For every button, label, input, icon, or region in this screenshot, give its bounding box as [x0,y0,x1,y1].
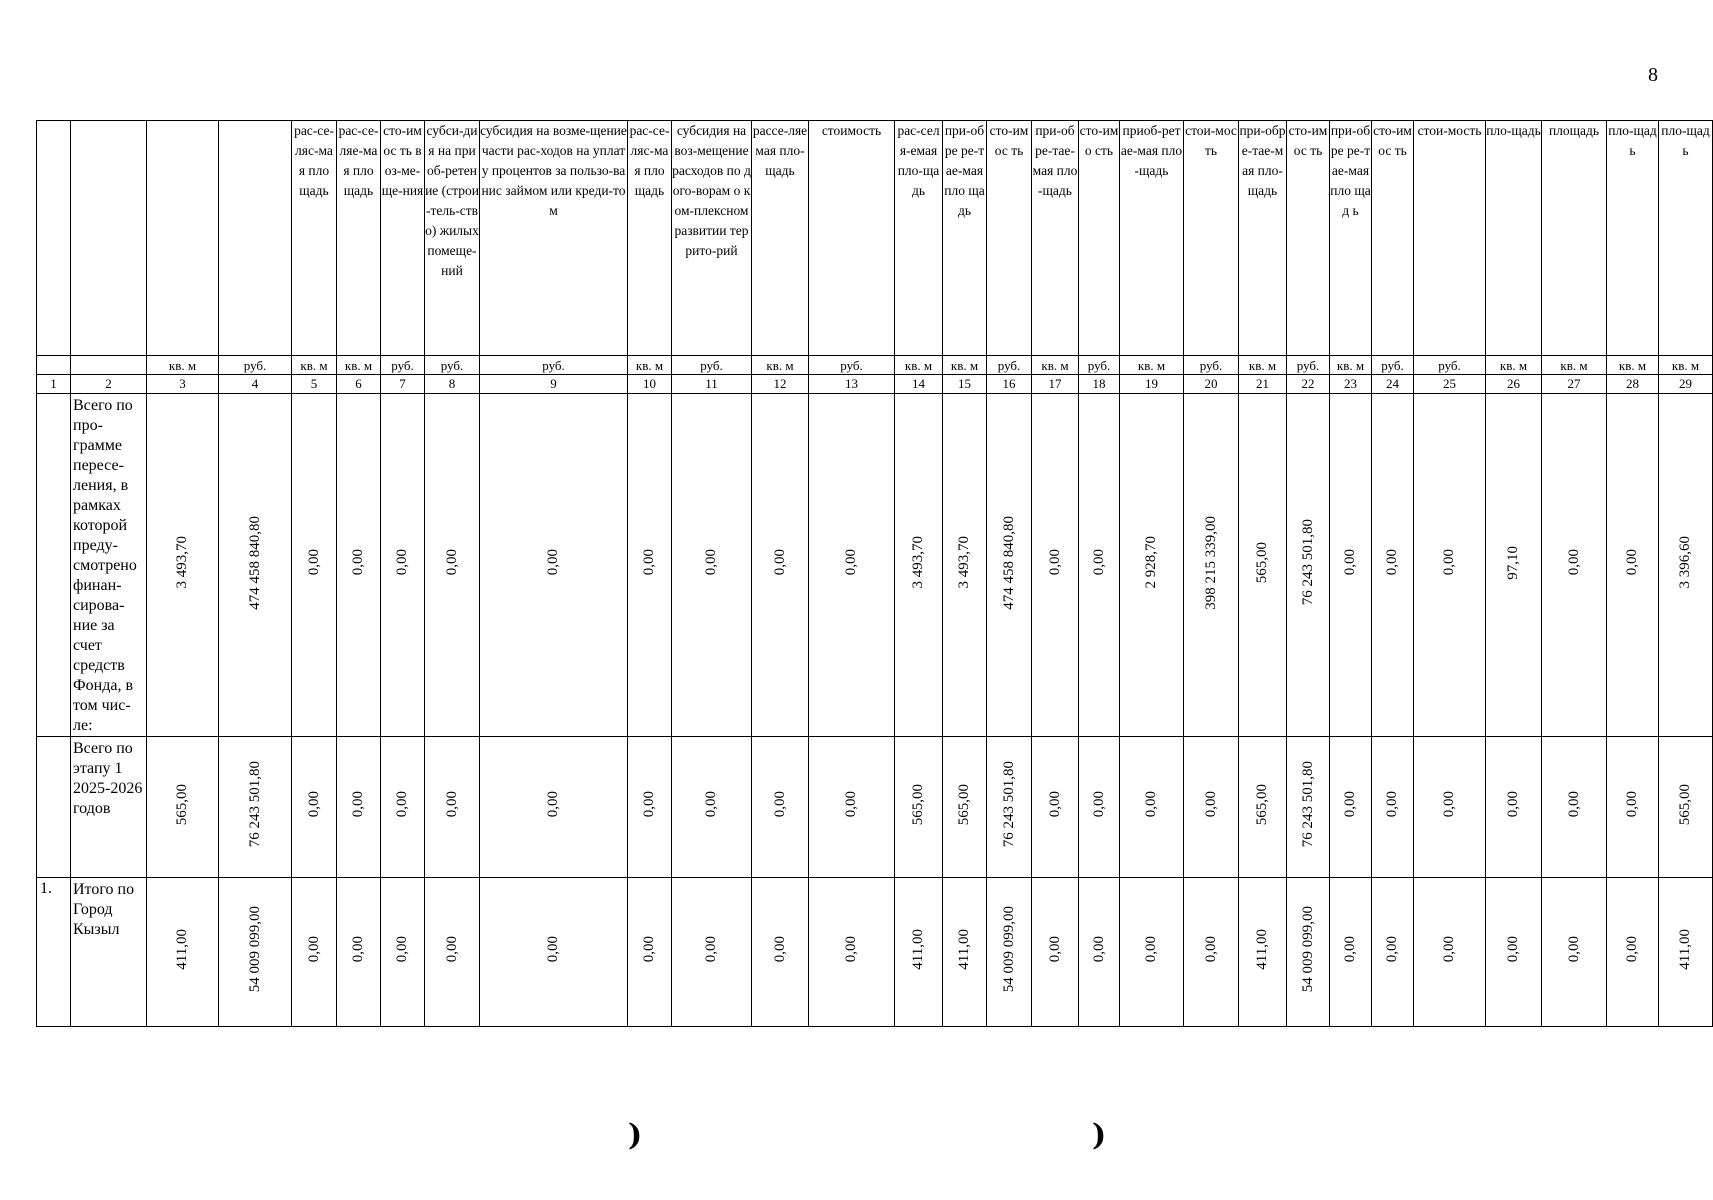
value-text: 0,00 [1505,791,1521,818]
row-label: Итого по Город Кызыл [71,878,147,1027]
unit-cell: руб. [381,356,425,375]
column-number: 11 [672,375,752,394]
value-text: 411,00 [956,929,972,970]
value-text: 474 458 840,80 [246,515,263,610]
row-index [37,394,71,737]
row-index [37,737,71,878]
column-number: 3 [147,375,219,394]
value-cell [752,737,809,878]
unit-cell [71,356,147,375]
value-cell [292,737,337,878]
value-cell [1607,394,1659,737]
column-header: сто-имос ть [1372,121,1414,356]
value-cell [1330,394,1372,737]
unit-cell: кв. м [1032,356,1079,375]
value-text: 0,00 [1624,791,1640,818]
value-cell [1184,878,1239,1027]
column-number: 16 [987,375,1032,394]
unit-cell: кв. м [628,356,672,375]
unit-row [37,356,1713,375]
value-text: 0,00 [350,791,366,818]
value-cell [292,394,337,737]
value-cell [1486,737,1542,878]
column-number: 14 [895,375,943,394]
column-number: 8 [425,375,480,394]
handwritten-mark: ) [628,1118,643,1153]
value-text: 0,00 [1565,549,1582,576]
value-text: 0,00 [394,549,410,576]
column-number-row [37,375,1713,394]
value-text: 411,00 [1677,929,1693,970]
value-cell [1287,737,1330,878]
value-text: 0,00 [1143,791,1159,818]
value-cell [1330,737,1372,878]
column-number: 22 [1287,375,1330,394]
value-cell [752,878,809,1027]
unit-cell: кв. м [147,356,219,375]
column-header: пло-щадь [1659,121,1713,356]
value-cell [147,737,219,878]
value-cell [480,394,628,737]
unit-cell: кв. м [1659,356,1713,375]
value-cell [480,737,628,878]
value-cell [425,737,480,878]
value-cell [809,394,895,737]
value-cell [943,737,987,878]
value-text: 0,00 [394,791,410,818]
value-cell [943,878,987,1027]
value-cell [895,737,943,878]
value-text: 76 243 501,80 [1000,761,1017,848]
value-text: 0,00 [1384,549,1400,576]
value-text: 0,00 [843,791,859,818]
column-number: 13 [809,375,895,394]
column-number: 5 [292,375,337,394]
column-number: 26 [1486,375,1542,394]
row-label: Всего по этапу 1 2025-2026 годов [71,737,147,878]
header-row [37,121,1713,356]
value-cell [1287,878,1330,1027]
value-text: 565,00 [174,783,190,826]
value-text: 411,00 [174,929,190,970]
column-number: 15 [943,375,987,394]
value-text: 54 009 099,00 [246,906,263,993]
column-number: 24 [1372,375,1414,394]
column-header: площадь [1542,121,1607,356]
unit-cell: кв. м [1239,356,1287,375]
value-cell [1120,737,1184,878]
value-cell [1239,394,1287,737]
value-text: 3 493,70 [910,536,926,589]
value-cell [1287,394,1330,737]
value-text: 0,00 [1342,936,1358,963]
value-cell [219,737,292,878]
value-text: 0,00 [1143,936,1159,963]
value-text: 76 243 501,80 [246,761,263,848]
value-text: 565,00 [1254,541,1270,584]
column-header: сто-имос ть [1287,121,1330,356]
value-text: 0,00 [350,936,366,963]
column-number: 2 [71,375,147,394]
unit-cell: кв. м [1486,356,1542,375]
value-text: 0,00 [545,936,561,963]
column-header: рас-се-ляс-мая пло щадь [292,121,337,356]
unit-cell: руб. [1079,356,1120,375]
value-text: 0,00 [771,791,788,818]
unit-cell: кв. м [1330,356,1372,375]
value-text: 3 396,60 [1677,536,1693,589]
value-cell [895,878,943,1027]
column-header: пло-щадь [1607,121,1659,356]
column-number: 9 [480,375,628,394]
value-text: 0,00 [771,936,788,963]
value-cell [1414,394,1486,737]
value-text: 0,00 [545,791,561,818]
page-number: 8 [1648,64,1658,86]
column-number: 18 [1079,375,1120,394]
value-cell [809,737,895,878]
column-header: приоб-ретае-мая пло-щадь [1120,121,1184,356]
value-text: 0,00 [641,549,657,576]
column-number: 21 [1239,375,1287,394]
value-cell [219,394,292,737]
row-label: Всего по про-грамме пересе-ления, в рамках которой преду-смотрено финан-сирова-ние за счет средств Фонда, в том чис-ле: [71,394,147,737]
value-cell [1542,878,1607,1027]
value-text: 565,00 [1677,783,1693,826]
value-cell [628,737,672,878]
value-text: 0,00 [703,549,719,576]
unit-cell: руб. [219,356,292,375]
value-cell [337,394,381,737]
unit-cell: руб. [1414,356,1486,375]
value-text: 0,00 [1384,791,1400,818]
value-text: 565,00 [1254,783,1270,826]
unit-cell: руб. [1184,356,1239,375]
value-text: 0,00 [703,791,719,818]
value-text: 565,00 [956,783,972,826]
value-text: 398 215 339,00 [1202,515,1219,610]
value-cell [381,878,425,1027]
column-number: 7 [381,375,425,394]
resettlement-table [36,120,1713,1027]
handwritten-mark: ) [1092,1118,1107,1153]
value-cell [1032,737,1079,878]
value-text: 0,00 [1090,936,1107,963]
value-cell [1239,737,1287,878]
value-cell [1120,394,1184,737]
value-cell [1032,878,1079,1027]
value-cell [987,737,1032,878]
column-number: 12 [752,375,809,394]
column-number: 10 [628,375,672,394]
unit-cell [37,356,71,375]
column-header: субсидия на воз-мещение расходов по дого-ворам о ком-плексном развитии террито-рий [672,121,752,356]
value-cell [480,878,628,1027]
value-cell [628,394,672,737]
unit-cell: руб. [1372,356,1414,375]
value-text: 3 493,70 [956,536,972,589]
column-header [37,121,71,356]
value-cell [672,878,752,1027]
column-number: 17 [1032,375,1079,394]
value-cell [1079,737,1120,878]
value-text: 0,00 [1046,791,1063,818]
value-text: 411,00 [1254,929,1270,970]
value-text: 0,00 [1565,791,1582,818]
value-text: 0,00 [305,549,322,576]
value-text: 0,00 [350,549,366,576]
row-index: 1. [37,878,71,1027]
column-number: 4 [219,375,292,394]
value-text: 54 009 099,00 [1299,906,1316,993]
value-cell [292,878,337,1027]
value-cell [943,394,987,737]
column-header: при-обре ре-тае-мая пло щадь [943,121,987,356]
unit-cell: кв. м [943,356,987,375]
value-text: 0,00 [1090,549,1107,576]
value-cell [147,878,219,1027]
value-text: 0,00 [1046,936,1063,963]
value-text: 76 243 501,80 [1299,761,1316,848]
unit-cell: кв. м [1607,356,1659,375]
column-header: сто-имо сть [1079,121,1120,356]
value-text: 3 493,70 [174,536,190,589]
value-cell [381,394,425,737]
value-cell [628,878,672,1027]
value-text: 565,00 [910,783,926,826]
value-cell [425,394,480,737]
column-header: рас-селя-емая пло-щадь [895,121,943,356]
value-cell [1184,394,1239,737]
column-header: сто-имос ть [987,121,1032,356]
value-text: 0,00 [443,791,460,818]
column-header: рассе-ляемая пло-щадь [752,121,809,356]
value-text: 0,00 [843,936,859,963]
value-cell [809,878,895,1027]
value-cell [1486,394,1542,737]
value-text: 0,00 [1441,936,1457,963]
value-cell [1659,394,1713,737]
value-cell [1372,394,1414,737]
column-header [219,121,292,356]
value-cell [1120,878,1184,1027]
value-text: 97,10 [1505,545,1521,580]
table-row [37,878,1713,1027]
column-number: 1 [37,375,71,394]
value-text: 0,00 [1342,791,1358,818]
table-row [37,394,1713,737]
column-header: рас-се-ляе-мая пло щадь [337,121,381,356]
value-cell [1486,878,1542,1027]
value-text: 0,00 [1090,791,1107,818]
value-text: 0,00 [641,936,657,963]
value-text: 0,00 [443,549,460,576]
unit-cell: кв. м [895,356,943,375]
value-text: 474 458 840,80 [1000,515,1017,610]
column-number: 27 [1542,375,1607,394]
value-cell [1542,394,1607,737]
column-number: 19 [1120,375,1184,394]
value-cell [1607,737,1659,878]
column-header: стои-мость [1184,121,1239,356]
unit-cell: кв. м [752,356,809,375]
value-text: 0,00 [545,549,561,576]
value-cell [987,878,1032,1027]
unit-cell: кв. м [292,356,337,375]
value-text: 411,00 [910,929,926,970]
unit-cell: руб. [1287,356,1330,375]
column-header: стои-мость [1414,121,1486,356]
value-text: 0,00 [1624,549,1640,576]
value-cell [1659,878,1713,1027]
value-cell [1184,737,1239,878]
value-cell [1372,878,1414,1027]
value-cell [1542,737,1607,878]
column-header [71,121,147,356]
value-text: 0,00 [305,791,322,818]
column-header: при-обре ре-тае-мая пло щад ь [1330,121,1372,356]
value-cell [1239,878,1287,1027]
column-number: 6 [337,375,381,394]
value-text: 0,00 [394,936,410,963]
value-cell [1079,878,1120,1027]
unit-cell: руб. [480,356,628,375]
column-header: сто-имос ть воз-ме-ще-ния [381,121,425,356]
value-cell [672,737,752,878]
value-cell [987,394,1032,737]
value-cell [337,737,381,878]
value-cell [1372,737,1414,878]
unit-cell: кв. м [337,356,381,375]
value-cell [1330,878,1372,1027]
unit-cell: кв. м [1542,356,1607,375]
value-cell [1414,737,1486,878]
column-header: субсидия на возме-щение части рас-ходов на уплату процентов за пользо-ванис займом или креди-том [480,121,628,356]
value-text: 0,00 [1505,936,1521,963]
value-cell [337,878,381,1027]
value-cell [147,394,219,737]
value-cell [1659,737,1713,878]
value-text: 0,00 [1046,549,1063,576]
value-text: 2 928,70 [1143,536,1159,589]
value-cell [1079,394,1120,737]
value-cell [425,878,480,1027]
value-text: 0,00 [1441,549,1457,576]
value-cell [752,394,809,737]
column-header: при-обре-тае-мая пло-щадь [1239,121,1287,356]
value-text: 0,00 [1384,936,1400,963]
value-cell [1032,394,1079,737]
unit-cell: руб. [987,356,1032,375]
value-cell [1607,878,1659,1027]
column-number: 23 [1330,375,1372,394]
table-row [37,737,1713,878]
column-number: 28 [1607,375,1659,394]
column-header [147,121,219,356]
value-text: 0,00 [1202,936,1219,963]
value-text: 0,00 [1624,936,1640,963]
value-cell [672,394,752,737]
unit-cell: руб. [672,356,752,375]
value-text: 54 009 099,00 [1000,906,1017,993]
value-text: 0,00 [641,791,657,818]
value-text: 0,00 [305,936,322,963]
column-header: стоимость [809,121,895,356]
column-header: при-обре-тае-мая пло-щадь [1032,121,1079,356]
value-text: 76 243 501,80 [1299,519,1316,606]
column-number: 29 [1659,375,1713,394]
column-number: 25 [1414,375,1486,394]
value-cell [1414,878,1486,1027]
column-number: 20 [1184,375,1239,394]
value-cell [381,737,425,878]
value-text: 0,00 [771,549,788,576]
value-text: 0,00 [443,936,460,963]
unit-cell: руб. [809,356,895,375]
value-text: 0,00 [1565,936,1582,963]
column-header: пло-щадь [1486,121,1542,356]
value-text: 0,00 [1441,791,1457,818]
unit-cell: кв. м [1120,356,1184,375]
column-header: рас-се-ляс-мая пло щадь [628,121,672,356]
value-cell [895,394,943,737]
value-text: 0,00 [1342,549,1358,576]
value-cell [219,878,292,1027]
unit-cell: руб. [425,356,480,375]
column-header: субси-дия на приоб-ретение (строи-тель-ство) жилых помеще-ний [425,121,480,356]
value-text: 0,00 [703,936,719,963]
value-text: 0,00 [843,549,859,576]
value-text: 0,00 [1202,791,1219,818]
